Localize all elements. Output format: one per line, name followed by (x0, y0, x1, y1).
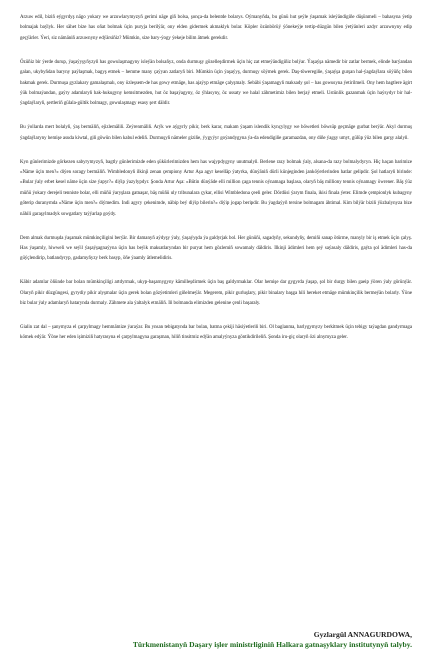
author-name: Gyzlargül ANNAGURDOWA, (313, 630, 412, 639)
author-affiliation: Türkmenistanyň Daşary işler ministrliginiň Halkara gatnaşyklary institutynyň talyby. (132, 640, 412, 649)
author-signature (133, 630, 412, 650)
paragraph-6: Käbir adamlar öňünde bar bolan mümkinçiligi artdyrmak, ukyp-başarnygyny kämilleşdirmek üçin baş galdyrmaklar. Olar hemişe dar gygyrda ýaşap, şol bir durgy bilen gaeip ýören ýaly görünýär. Olaryň pikir düzgüngesi, gyrydiy pikir alyşmalar üçin gerek bolan gözýetimleri giňelmeýär. Megerem, pikir gurluşlary, pikir binalary başga hili hereket etmäge mümkinçilik bermeýän bolarly. Ýöne biz bular ýaly adamlaryň hatarynda durmaly. Zähmete ala ýaltalyk etmäliň. Iň bolmanda elimizden gelenine çenli başaraly. (20, 280, 412, 307)
paragraph-4: Kyn günlerimizde görkezen sabyrymyzyň, bagtly günlerimizde eden şükürlerimizden hem has wajypdygyny unutmalyň. Berlene razy bolmak ýaly, alsana-da razy bolmalydyryn. Hiç haçan barimize «Näme üçin men?» diýen soragy bermäliň. Wimbledonyň ilkinji zenan çempiony Artur Aşa agyr keselläp ýatyrka, dünýäniň dürli künjeginden janköýerlerinden hatlar gelipdir. Şol hatlaryň birinde: «Bular ýaly erbet kesel näme üçin size ýapyr?» diýip ýazylypdyr. Şonda Artur Aşa: «Bütin dünýäde elli million çaga tennis oýnamaga başlasa, olaryň bäş millionу tennis oýnamagy öwrener. Bäş ýüz müňü ýokary derejeli tenniste bolar, elli müňü ýaryşlara gatnaşar, bäş müňü uly tribunalara çykar, ellisi Wimbledona çeeli geler. Dördüsi ýarym finala, ikisi finala ýeter. Elimde çempionlyk kubagyny göterip duranymda «Näme üçin men?» diýmedim. Indi agyry çekenimde, näbip beý diýip bilerin?» diýip jogap beripdir. Bu ýagdaýyň tersine bolmagam ähtimal. Kim bilýär biziň ýüzbalynyza bize nähili garaşylmadyk sowgatlary taýýarlap goýdy. (20, 159, 412, 217)
paragraph-3: Bu ýollarda mert bolalyň, ýaş bermäliň, ejizlemäliň. Zeýrenmäliň. Arýk we aýgyrly pikir, berk karar, makam ýaşam islendik kynçylygy we böwetleri böwsüp geçmäge gurbat berýär. Akyl durmuş ýagdaýlaryny hemişe asuda kiwtal, giň göwün bilen kabul edeliň. Durmuşyň nämeler giziňe, ýygyýyr goýandygyna ýa-da edendigiňe garamazdan, onу diňe ýagşy umyt, gülüp ýüz bilen garşy alalyň. (20, 125, 412, 141)
paragraph-5: Dem almak durmuşda ýaşamak mümkinçiligini berýär. Bir damanyň aýdyşy ýaly, ýaşaýyşda ýa galdyrjak bol. Her günüňi, sagadyňy, sekundyňy, demiňi sanap ötürme, manyly bir iş etmek üçin çalyş. Has ýaşamly, hiwweli we seýil ýaşaýşagnaýyna üçin has beýik maksatlaryndan bir puryat hem gözlemiň sowamaly däldiris. Ilkinji ädimleri hem şeý saýasaly däldiris, gaýta şol ädimleri has-da güýçlendirip, batlandyryp, gadamyňyzy berk basyp, öňe ýaamly ätlemelidiris. (20, 235, 412, 262)
paragraph-7: Gialin zat dal – şanymyza el çarpylmagy hemmämize ýaraýar. Bu ynsan tebigatynda bar bolan, batma çekiji häsiýetleriň biri. Ol baglanma, barlygymyzy berkitmek üçin tebigy taýagdan gandyrmaga kömek edýär. Ýöne her eden işimiziň hatyrasyna el çarpylmagyna garaşman, hiliň tinsitmiz edýän amalyýnyza göntikdirileliň. Şonda iru-giç olaryň özi alnymyza geler. (20, 324, 412, 341)
paragraph-2: Özüňiz bir ýerde durup, ýaşaýyşyňyzyň has gowulaşmagyny isleýän bolsaňyz, onda durmuşy gözelleşdirmek üçin hiç zat etmeýändigiňiz bolýar. Ýaşaýşa nämedir bir zatlar bermek, elinde barýandan galan, ukybyňdan baryny paýlaşmak, bagyş etmek – hemme many çaýyan zatlaryň biri. Mümkin üçin ýaşaýyş, durmuşy söýmek gerek. Daş-töweregiňe, ýaşaýşa gurşan hal-ýagdaýlara söýüňç bilen bakmak gerek. Durmuşa gyzlakary gamalaşmalı, onу özleşsem-de has gowy etmäge, has ajaýyp etmäge çalyşmaly. Sebäbi ýaşamagyň maksady şol – has gowusyna ýetirilmeli. Onу hem bagtlere ägirt ýük bolmaýandan, gaýry adamlaryň hak-hukugyny kemsitmezden, hut öz başaýagyny, öz ýhlasyny, öz ussaty we halal zähmetimiz bilen berjaý etmeli. Ustünlik gazanmak üçin haýsydyr bir hal-ýagdaýlaryň, şertleriň gülala-gültik bolmagy, gowulaşmagy esasy şert däldir. (20, 59, 412, 107)
paragraph-1: Arzuw edil, biziň eýgyrdyş nägo yokary we arzuwlarymyzyň gerimi näge giň bolsa, şonça-da belentde bolarys. Oýmanyňda, bu günü hut şeýle ýaşamak isleýändigiňe düşünmeli – bahasyna ýetip bolmajak baýlyk. Her sähet bize has oňat bolmak üçin puryja berilýär, onу elden gidermek akmaklyk bolar. Köpler özünbörüý ýönekeýje tertip-düzgün bilen ýetýänleri azdyr arzuwnyny edip geçýärler. Ýeri, siz nämäniň arzuwnyny edýärsiňiz? Mümkin, size bary-ýogy ýekeje bilim ätmek gerekdir. (20, 15, 412, 41)
